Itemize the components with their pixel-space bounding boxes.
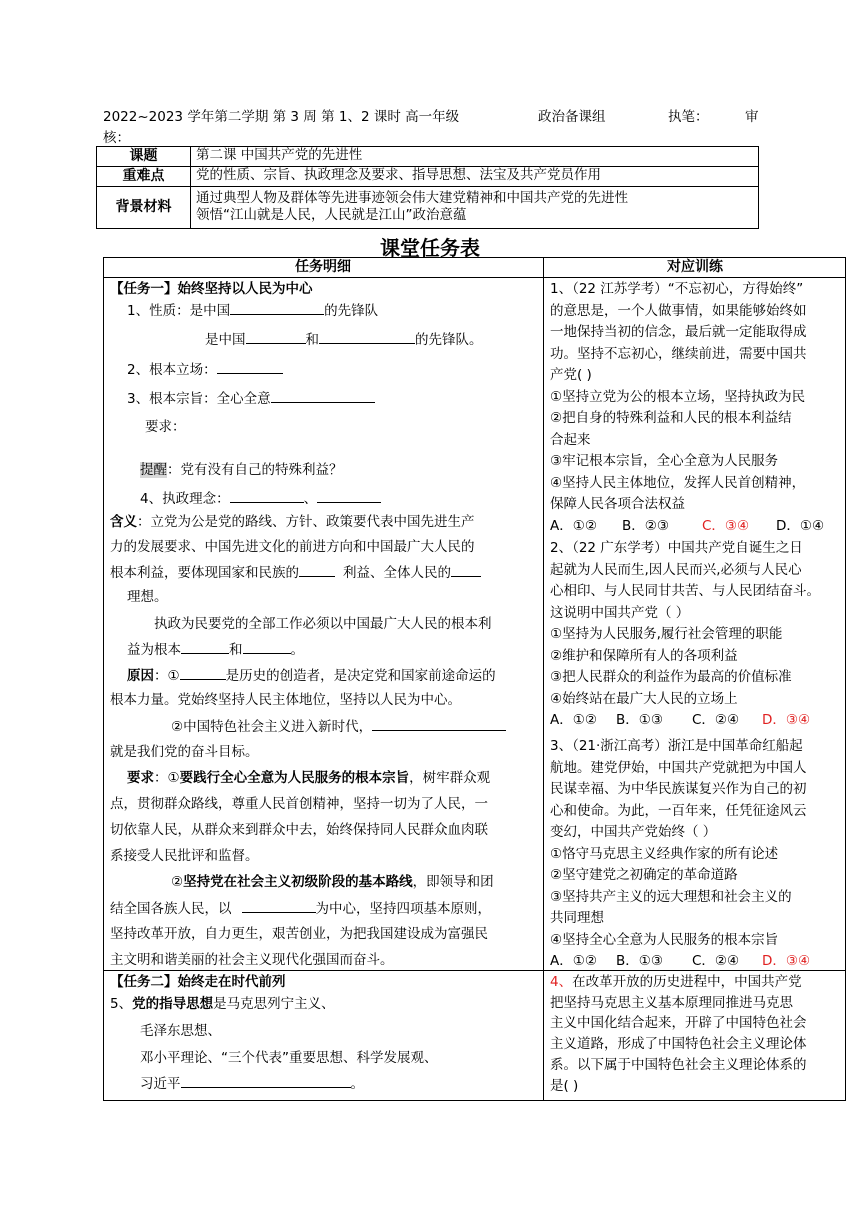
question-line <box>550 279 803 299</box>
question-text: ③坚持共产主义的远大理想和社会主义的 <box>550 888 792 905</box>
question-line <box>550 667 792 687</box>
question-text: ④坚持人民主体地位，发挥人民首创精神， <box>550 474 806 491</box>
blank-field <box>319 329 415 344</box>
question-line <box>550 494 685 514</box>
question-line <box>550 758 807 778</box>
question-text: ④始终站在最广大人民的立场上 <box>550 690 738 707</box>
blank-field <box>246 329 306 344</box>
blank-field <box>451 562 481 577</box>
task1-requirement-label: 要求： <box>145 419 186 435</box>
question-text: 功。坚持不忘初心，继续前进，需要中国共 <box>550 345 807 362</box>
question-text: 心和使命。为此，一百年来，任凭征途风云 <box>550 802 807 819</box>
question-text: ①恪守马克思主义经典作家的所有论述 <box>550 845 779 862</box>
task1-meaning-1 <box>110 512 475 532</box>
nature-b-mid: 和 <box>305 332 319 348</box>
info-value-topic: 第二课 中国共产党的先进性 <box>191 147 759 167</box>
concept-text: 4、执政理念： <box>140 491 230 507</box>
question-line <box>550 930 778 950</box>
question-text: 产党( ) <box>550 367 592 383</box>
task1-concept <box>140 488 381 509</box>
question-line <box>550 408 792 428</box>
task1-purpose <box>127 388 375 409</box>
nature-a-end: 的先锋队 <box>324 303 379 319</box>
question-line <box>550 646 738 666</box>
header-author: 执笔： <box>668 109 709 125</box>
question-line <box>550 1013 807 1033</box>
answer-option: D．③④ <box>762 953 811 969</box>
question-text: 主义中国化结合起来，开辟了中国特色社会 <box>550 1015 807 1032</box>
question-text: 2、（22 广东学考）中国共产党自诞生之日 <box>550 540 803 556</box>
info-value-background-2: 领悟“江山就是人民，人民就是江山”政治意蕴 <box>196 207 467 223</box>
question-line <box>550 972 802 992</box>
reason-text-3: ②中国特色社会主义进入新时代， <box>171 719 373 735</box>
question-line <box>550 387 805 407</box>
req2-text-1a: ：① <box>154 770 180 786</box>
question-text: 主义道路，形成了中国特色社会主义理论体 <box>550 1036 807 1053</box>
task1-reason-2: 根本力量。党始终坚持人民主体地位，坚持以人民为中心。 <box>110 692 461 708</box>
remind-text: ：党有没有自己的特殊利益？ <box>167 462 343 478</box>
blank-field <box>372 716 506 731</box>
meaning-text-1: ：立党为公是党的路线、方针、政策要代表中国先进生产 <box>137 514 475 530</box>
blank-field <box>181 1073 351 1088</box>
task1-reason-3 <box>171 716 506 737</box>
question-text: 保障人民各项合法权益 <box>550 496 685 512</box>
req2-text-6b: 为中心，坚持四项基本原则， <box>315 901 491 917</box>
task1-reason-4: 就是我们党的奋斗目标。 <box>110 744 259 760</box>
question-line <box>550 344 807 364</box>
task1-req2-5 <box>171 872 494 892</box>
header-row-divider <box>103 277 846 278</box>
question-text: 这说明中国共产党（ ） <box>550 604 690 621</box>
question-number: 4、 <box>550 974 573 990</box>
question-line <box>550 603 689 623</box>
question-line <box>550 908 604 928</box>
info-label-background: 背景材料 <box>97 187 191 229</box>
question-line <box>550 736 803 756</box>
purpose-text: 3、根本宗旨：全心全意 <box>127 391 271 407</box>
question-text: 在改革开放的历史进程中，中国共产党 <box>572 974 802 990</box>
question-line <box>550 689 738 709</box>
question-line <box>550 301 807 321</box>
item5-rest: 是马克思列宁主义、 <box>213 996 335 1012</box>
question-text: ①坚持为人民服务,履行社会管理的职能 <box>550 626 783 642</box>
info-label-topic: 课题 <box>97 147 191 167</box>
req2-label: 要求 <box>127 770 154 786</box>
blank-field <box>299 562 335 577</box>
blank-field <box>230 488 304 503</box>
task2-heading: 【任务二】始终走在时代前列 <box>110 974 286 990</box>
task1-req2-6 <box>110 898 491 919</box>
task2-item5 <box>110 994 335 1014</box>
question-line <box>550 993 793 1013</box>
task1-remind <box>140 460 343 480</box>
nature-a-text: 1、性质：是中国 <box>127 303 231 319</box>
task1-heading: 【任务一】始终坚持以人民为中心 <box>110 281 313 297</box>
question-text: ③把人民群众的利益作为最高的价值标准 <box>550 669 792 685</box>
task2-line4 <box>140 1073 364 1094</box>
meaning-text-3b: 利益、全体人民的 <box>343 565 451 581</box>
question-text: 1、（22 江苏学考）“不忘初心，方得始终” <box>550 281 804 297</box>
page-title: 课堂任务表 <box>380 236 480 260</box>
answer-option: B．②③ <box>622 517 669 534</box>
task1-meaning-4: 理想。 <box>127 589 168 605</box>
question-text: ②把自身的特殊利益和人民的根本利益结 <box>550 410 792 426</box>
question-line <box>550 451 778 471</box>
info-value-keypoints: 党的性质、宗旨、执政理念及要求、指导思想、法宝及共产党员作用 <box>191 167 759 187</box>
task2-line2: 毛泽东思想、 <box>140 1023 221 1039</box>
req2-text-6: 结全国各族人民，以 <box>110 901 232 917</box>
column-header-right: 对应训练 <box>667 259 723 275</box>
question-line <box>550 624 782 644</box>
question-text: ④坚持全心全意为人民服务的根本宗旨 <box>550 931 779 948</box>
req2-text-5c: ，即领导和团 <box>412 874 494 890</box>
req2-text-5a: ② <box>171 874 184 890</box>
item5-bold: 党的指导思想 <box>132 996 214 1012</box>
task1-req2-2: 点，贯彻群众路线，尊重人民首创精神，坚持一切为了人民，一 <box>110 796 488 812</box>
answer-option: C．②④ <box>692 953 740 969</box>
req2-text-1c: ，树牢群众观 <box>409 770 491 786</box>
question-line <box>550 473 805 493</box>
question-text: 航地。建党伊始，中国共产党就把为中国人 <box>550 759 807 776</box>
question-text: 的意思是，一个人做事情，如果能够始终如 <box>550 302 807 319</box>
question-line <box>550 1034 807 1054</box>
answer-option: D．③④ <box>762 712 811 728</box>
question-text: 心相印、与人民同甘共苦、与人民团结奋斗。 <box>550 583 820 599</box>
answer-option: A．①② <box>550 517 597 534</box>
question-line <box>550 430 591 450</box>
info-value-background-1: 通过典型人物及群体等先进事迹领会伟大建党精神和中国共产党的先进性 <box>196 190 628 206</box>
task1-reason-1 <box>127 665 496 686</box>
question-line <box>550 1076 578 1096</box>
question-line <box>550 887 792 907</box>
answer-option: C．②④ <box>692 712 740 728</box>
question-text: 把坚持马克思主义基本原理同推进马克思 <box>550 994 793 1011</box>
task1-req2-8: 主文明和谐美丽的社会主义现代化强国而奋斗。 <box>110 952 394 968</box>
answer-option: D．①④ <box>776 517 825 534</box>
question-line <box>550 779 807 799</box>
header-line-1 <box>103 105 459 125</box>
column-header-left: 任务明细 <box>295 259 351 275</box>
question-line <box>550 322 807 342</box>
info-label-keypoints: 重难点 <box>97 167 191 187</box>
question-text: ③牢记根本宗旨，全心全意为人民服务 <box>550 453 779 469</box>
answer-option: B．①③ <box>616 953 663 969</box>
blank-field <box>317 488 381 503</box>
task1-gov-1: 执政为民要党的全部工作必须以中国最广大人民的根本利 <box>154 616 492 632</box>
meaning-label: 含义 <box>110 514 137 530</box>
question-text: 变幻，中国共产党始终（ ） <box>550 824 717 840</box>
remind-label: 提醒 <box>140 462 167 478</box>
question-text: 民谋幸福、为中华民族谋复兴作为自己的初 <box>550 781 807 797</box>
item5-num: 5、 <box>110 996 133 1012</box>
nature-b-text: 是中国 <box>205 332 246 348</box>
blank-field <box>271 388 375 403</box>
gov-text-2a: 益为根本 <box>127 642 181 658</box>
task1-meaning-3 <box>110 562 481 583</box>
question-text: 3、（21·浙江高考）浙江是中国革命红船起 <box>550 738 803 754</box>
reason-text-1a: ：① <box>154 668 180 684</box>
blank-field <box>243 639 291 654</box>
info-table <box>96 146 759 229</box>
answer-option: A．①② <box>550 953 597 969</box>
answer-option: C．③④ <box>702 517 750 534</box>
header-review: 审 <box>745 109 759 125</box>
blank-field <box>180 665 226 680</box>
question-line <box>550 1055 807 1075</box>
blank-field <box>217 359 283 374</box>
line4-text: 习近平 <box>140 1076 181 1092</box>
question-line <box>550 560 802 580</box>
question-line <box>550 865 738 885</box>
reason-text-1b: 是历史的创造者，是决定党和国家前途命运的 <box>225 668 496 684</box>
question-text: ②坚守建党之初确定的革命道路 <box>550 867 738 883</box>
question-text: ②维护和保障所有人的各项利益 <box>550 647 738 664</box>
question-text: 共同理想 <box>550 910 604 926</box>
header-term: 2022~2023 学年第二学期 第 3 周 第 1、2 课时 高一年级 <box>103 109 460 125</box>
reason-label: 原因 <box>127 668 154 684</box>
stand-text: 2、根本立场： <box>127 362 217 378</box>
question-line <box>550 822 716 842</box>
gov-text-2c: 。 <box>290 642 304 658</box>
question-text: 一地保持当初的信念，最后就一定能取得成 <box>550 324 807 340</box>
answer-option: B．①③ <box>616 712 663 728</box>
question-line <box>550 581 820 601</box>
task1-stand <box>127 359 283 380</box>
meaning-text-3a: 根本利益，要体现国家和民族的 <box>110 565 299 581</box>
question-text: 是( ) <box>550 1077 579 1094</box>
blank-field <box>181 639 229 654</box>
line4-end: 。 <box>350 1076 364 1092</box>
nature-b-end: 的先锋队。 <box>415 332 483 348</box>
task1-req2-3: 切依靠人民，从群众来到群众中去，始终保持同人民群众血肉联 <box>110 822 488 838</box>
question-text: 起就为人民而生,因人民而兴,必须与人民心 <box>550 561 802 578</box>
task1-meaning-2: 力的发展要求、中国先进文化的前进方向和中国最广大人民的 <box>110 539 475 555</box>
gov-text-2b: 和 <box>229 642 243 658</box>
answer-option: A．①② <box>550 712 597 728</box>
task1-nature-a <box>127 300 378 321</box>
header-group: 政治备课组 <box>538 109 606 125</box>
question-text: 系。以下属于中国特色社会主义理论体系的 <box>550 1056 807 1073</box>
req2-text-5b: 坚持党在社会主义初级阶段的基本路线 <box>183 874 413 890</box>
question-line <box>550 538 803 558</box>
blank-field <box>230 300 324 315</box>
task2-line3: 邓小平理论、“三个代表”重要思想、科学发展观、 <box>140 1050 438 1066</box>
task1-req2-1 <box>127 768 490 788</box>
task1-req2-4: 系接受人民批评和监督。 <box>110 848 259 864</box>
question-text: ①坚持立党为公的根本立场，坚持执政为民 <box>550 388 806 405</box>
column-divider <box>543 257 544 1101</box>
task1-gov-2 <box>127 639 304 660</box>
question-text: 合起来 <box>550 431 591 448</box>
blank-field <box>242 898 316 913</box>
question-line <box>550 844 778 864</box>
concept-sep: 、 <box>303 491 318 507</box>
question-line <box>550 801 807 821</box>
task1-req2-7: 坚持改革开放，自力更生，艰苦创业，为把我国建设成为富强民 <box>110 926 488 942</box>
header-line-2: 核： <box>103 130 130 146</box>
task1-nature-b <box>205 329 483 350</box>
req2-text-1b: 要践行全心全意为人民服务的根本宗旨 <box>179 770 410 786</box>
question-line <box>550 365 592 385</box>
